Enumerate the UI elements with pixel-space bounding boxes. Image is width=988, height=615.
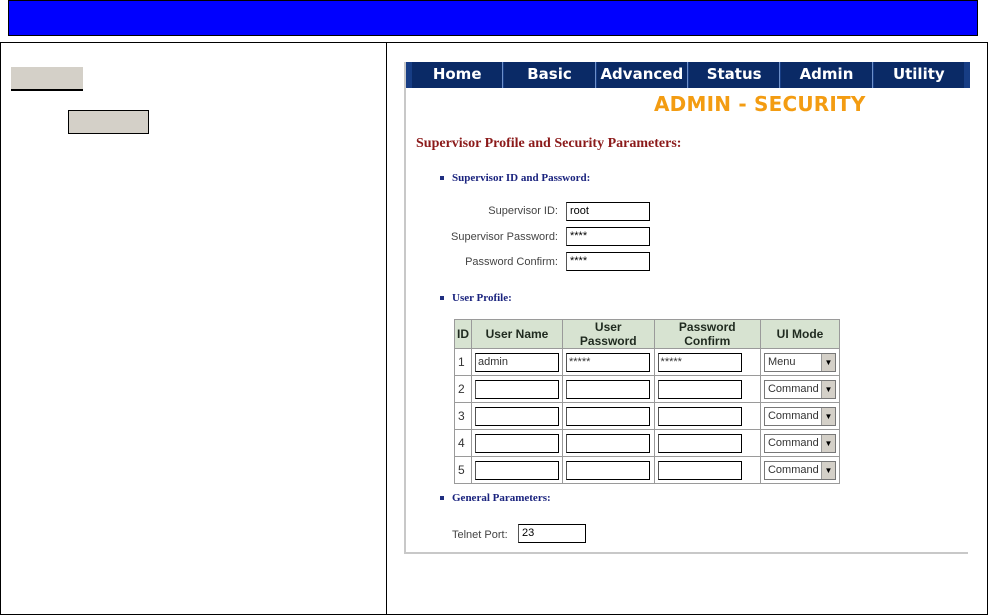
user-name-cell bbox=[472, 457, 563, 484]
row-id: 5 bbox=[455, 457, 472, 484]
nav-admin[interactable]: Admin bbox=[780, 62, 872, 88]
col-ui-mode: UI Mode bbox=[760, 320, 839, 349]
password-confirm-cell bbox=[654, 349, 760, 376]
user-profile-heading bbox=[440, 292, 512, 304]
ui-mode-cell bbox=[760, 403, 839, 430]
password-confirm-cell bbox=[654, 457, 760, 484]
ui-mode-cell bbox=[760, 457, 839, 484]
left-label-box bbox=[11, 67, 83, 91]
bullet-icon bbox=[440, 176, 444, 180]
top-banner bbox=[8, 0, 978, 36]
password-confirm-input[interactable] bbox=[658, 407, 742, 426]
col-user-name: User Name bbox=[472, 320, 563, 349]
general-heading-label: General Parameters: bbox=[452, 492, 551, 504]
column-divider bbox=[386, 42, 387, 615]
nav-status[interactable]: Status bbox=[688, 62, 780, 88]
user-password-input[interactable]: ***** bbox=[566, 353, 650, 372]
password-confirm-input[interactable] bbox=[658, 461, 742, 480]
col-user-password: User Password bbox=[563, 320, 655, 349]
password-confirm-cell bbox=[654, 430, 760, 457]
password-confirm-input[interactable] bbox=[658, 434, 742, 453]
user-password-cell bbox=[563, 403, 655, 430]
password-confirm-input[interactable]: **** bbox=[566, 252, 650, 271]
user-name-cell bbox=[472, 403, 563, 430]
telnet-port-input[interactable]: 23 bbox=[518, 524, 586, 543]
ui-mode-select[interactable] bbox=[764, 461, 836, 480]
user-password-cell bbox=[563, 376, 655, 403]
user-name-input[interactable] bbox=[475, 434, 559, 453]
col-id: ID bbox=[455, 320, 472, 349]
row-id: 4 bbox=[455, 430, 472, 457]
nav-basic[interactable]: Basic bbox=[503, 62, 595, 88]
user-password-cell bbox=[563, 457, 655, 484]
ui-mode-value: Command bbox=[767, 437, 819, 449]
user-password-input[interactable] bbox=[566, 407, 650, 426]
ui-mode-select[interactable] bbox=[764, 434, 836, 453]
row-id: 2 bbox=[455, 376, 472, 403]
table-row bbox=[455, 457, 840, 484]
user-profile-heading-label: User Profile: bbox=[452, 292, 512, 304]
user-name-input[interactable] bbox=[475, 380, 559, 399]
ui-mode-select[interactable] bbox=[764, 380, 836, 399]
user-password-cell bbox=[563, 430, 655, 457]
user-name-input[interactable] bbox=[475, 461, 559, 480]
admin-security-screenshot bbox=[404, 62, 968, 554]
ui-mode-cell bbox=[760, 349, 839, 376]
supervisor-heading-label: Supervisor ID and Password: bbox=[452, 172, 591, 184]
chevron-down-icon[interactable]: ▼ bbox=[821, 381, 835, 398]
password-confirm-input[interactable]: ***** bbox=[658, 353, 742, 372]
main-nav bbox=[406, 62, 970, 88]
ui-mode-value: Command bbox=[767, 383, 819, 395]
bullet-icon bbox=[440, 496, 444, 500]
password-confirm-label: Password Confirm: bbox=[465, 256, 558, 268]
ui-mode-value: Menu bbox=[767, 356, 796, 368]
chevron-down-icon[interactable]: ▼ bbox=[821, 435, 835, 452]
user-name-cell bbox=[472, 376, 563, 403]
nav-home[interactable]: Home bbox=[406, 62, 503, 88]
supervisor-id-label: Supervisor ID: bbox=[488, 205, 558, 217]
user-password-input[interactable] bbox=[566, 461, 650, 480]
nav-advanced[interactable]: Advanced bbox=[596, 62, 688, 88]
row-id: 1 bbox=[455, 349, 472, 376]
password-confirm-cell bbox=[654, 403, 760, 430]
password-confirm-input[interactable] bbox=[658, 380, 742, 399]
telnet-port-label: Telnet Port: bbox=[452, 529, 508, 541]
ui-mode-cell bbox=[760, 430, 839, 457]
table-row bbox=[455, 403, 840, 430]
section-title: Supervisor Profile and Security Parameters: bbox=[416, 136, 682, 151]
table-row bbox=[455, 376, 840, 403]
supervisor-password-label: Supervisor Password: bbox=[451, 231, 558, 243]
ui-mode-select[interactable] bbox=[764, 353, 836, 372]
col-password-confirm: Password Confirm bbox=[654, 320, 760, 349]
user-password-input[interactable] bbox=[566, 434, 650, 453]
user-name-input[interactable] bbox=[475, 407, 559, 426]
ui-mode-value: Command bbox=[767, 410, 819, 422]
user-password-cell bbox=[563, 349, 655, 376]
user-password-input[interactable] bbox=[566, 380, 650, 399]
general-heading bbox=[440, 492, 551, 504]
user-profile-table bbox=[454, 319, 840, 484]
supervisor-password-input[interactable]: **** bbox=[566, 227, 650, 246]
user-name-cell bbox=[472, 430, 563, 457]
bullet-icon bbox=[440, 296, 444, 300]
user-name-cell bbox=[472, 349, 563, 376]
left-sub-label-box bbox=[68, 110, 149, 134]
page-title: ADMIN - SECURITY bbox=[654, 92, 866, 116]
chevron-down-icon[interactable]: ▼ bbox=[821, 354, 835, 371]
chevron-down-icon[interactable]: ▼ bbox=[821, 408, 835, 425]
supervisor-id-input[interactable]: root bbox=[566, 202, 650, 221]
supervisor-heading bbox=[440, 172, 590, 184]
nav-utility[interactable]: Utility bbox=[873, 62, 970, 88]
user-name-input[interactable]: admin bbox=[475, 353, 559, 372]
table-header-row bbox=[455, 320, 840, 349]
row-id: 3 bbox=[455, 403, 472, 430]
chevron-down-icon[interactable]: ▼ bbox=[821, 462, 835, 479]
password-confirm-cell bbox=[654, 376, 760, 403]
table-row bbox=[455, 349, 840, 376]
table-row bbox=[455, 430, 840, 457]
ui-mode-value: Command bbox=[767, 464, 819, 476]
ui-mode-select[interactable] bbox=[764, 407, 836, 426]
ui-mode-cell bbox=[760, 376, 839, 403]
